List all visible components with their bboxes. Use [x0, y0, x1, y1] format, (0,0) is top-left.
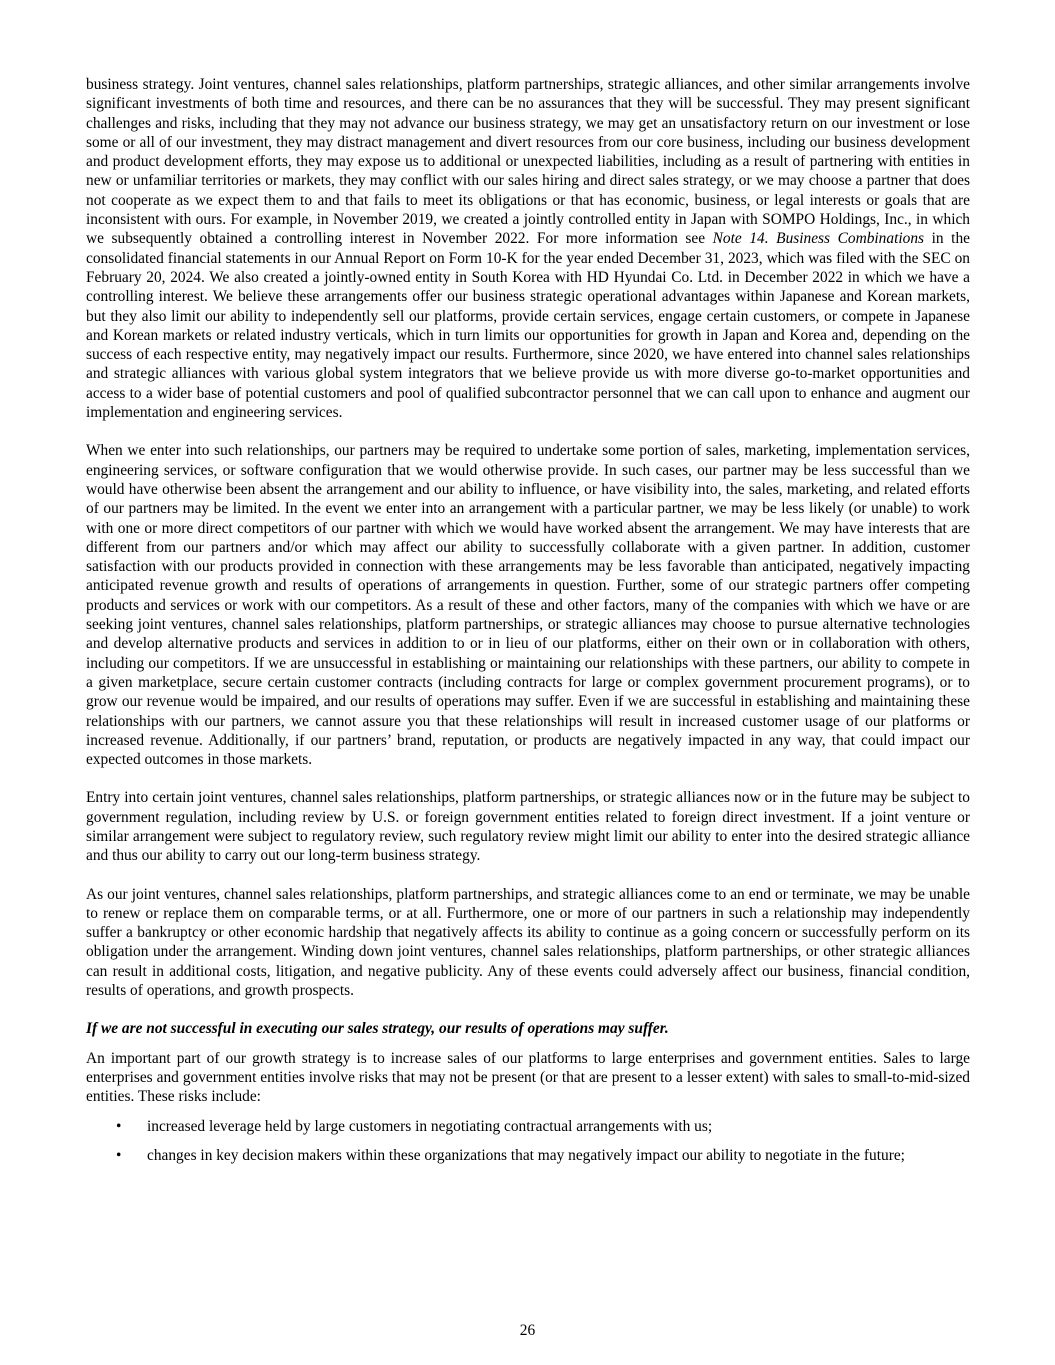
list-item-text: increased leverage held by large customers in negotiating contractual arrangements with us;: [147, 1117, 713, 1135]
page-number: 26: [519, 1322, 536, 1339]
bullet-icon: •: [116, 1117, 122, 1135]
paragraph-termination-risks: As our joint ventures, channel sales relationships, platform partnerships, and strategic alliances come to an end or terminate, we may be unable to renew or replace them on comparable terms, or at all. Furthermore, one or more of our partners in such a relationship may independently suffer a bankruptcy or other economic hardship that negatively affects its ability to continue as a going concern or successfully perform on its obligation under the arrangement. Winding down joint ventures, channel sales relationships, platform partnerships, or other strategic alliances can result in additional costs, litigation, and negative publicity. Any of these events could adversely affect our business, financial condition, results of operations, and growth prospects.: [86, 885, 970, 1000]
paragraph-text: business strategy. Joint ventures, channel sales relationships, platform partnerships, strategic alliances, and other similar arrangements involve significant investments of both time and resources, and there can be no assurances that they will be successful. They may present significant challenges and risks, including that they may not advance our business strategy, we may get an unsatisfactory return on our investment or lose some or all of our investment, they may distract management and divert resources from our core business, including our business development and product development efforts, they may expose us to additional or unexpected liabilities, including as a result of partnering with entities in new or unfamiliar territories or markets, they may conflict with our sales hiring and direct sales strategy, or we may choose a partner that does not cooperate as we expect them to and that fails to meet its obligations or that has economic, business, or legal interests or goals that are inconsistent with ours. For example, in November 2019, we created a jointly controlled entity in Japan with SOMPO Holdings, Inc., in which we subsequently obtained a controlling interest in November 2022. For more information see: [86, 76, 970, 248]
note-reference: Note 14. Business Combinations: [712, 230, 924, 248]
bullet-icon: •: [116, 1146, 122, 1164]
list-item: [86, 1117, 970, 1136]
section-heading: If we are not successful in executing our sales strategy, our results of operations may suffer.: [86, 1020, 669, 1038]
document-page: [86, 75, 970, 1175]
paragraph-joint-ventures-risks: [86, 75, 970, 422]
list-item-text: changes in key decision makers within these organizations that may negatively impact our ability to negotiate in the future;: [147, 1146, 905, 1164]
section-intro: An important part of our growth strategy is to increase sales of our platforms to large enterprises and government entities. Sales to large enterprises and government entities involve risks that may not be present (or that are present to a lesser extent) with sales to small-to-mid-sized entities. These risks include:: [86, 1049, 970, 1106]
risk-bullet-list: [86, 1117, 970, 1166]
list-item: [86, 1146, 970, 1165]
paragraph-text: in the consolidated financial statements in our Annual Report on Form 10-K for the year ended December 31, 2023, which was filed with the SEC on February 20, 2024. We also created a jointly-owned entity in South Korea with HD Hyundai Co. Ltd. in December 2022 in which we have a controlling interest. We believe these arrangements offer our business strategic operational advantages within Japanese and Korean markets, but they also limit our ability to independently sell our platforms, provide certain services, engage certain customers, or compete in Japanese and Korean markets or related industry verticals, which in turn limits our opportunities for growth in Japan and Korea and, depending on the success of each respective entity, may negatively impact our results. Furthermore, since 2020, we have entered into channel sales relationships and strategic alliances with various global system integrators that we believe provide us with more diverse go-to-market opportunities and access to a wider base of potential customers and pool of qualified subcontractor personnel that we can call upon to enhance and augment our implementation and engineering services.: [86, 230, 970, 422]
paragraph-government-regulation: Entry into certain joint ventures, channel sales relationships, platform partnerships, or strategic alliances now or in the future may be subject to government regulation, including review by U.S. or foreign government entities related to foreign direct investment. If a joint venture or similar arrangement were subject to regulatory review, such regulatory review might limit our ability to enter into the desired strategic alliance and thus our ability to carry out our long-term business strategy.: [86, 789, 970, 865]
paragraph-partner-responsibilities: When we enter into such relationships, our partners may be required to undertake some portion of sales, marketing, implementation services, engineering services, or software configuration that we would otherwise provide. In such cases, our partner may be less successful than we would have otherwise been absent the arrangement and our ability to influence, or have visibility into, the sales, marketing, and related efforts of our partners may be limited. In the event we enter into an arrangement with a particular partner, we may be less likely (or unable) to work with one or more direct competitors of our partner with which we would have worked absent the arrangement. We may have interests that are different from our partners and/or which may affect our ability to successfully collaborate with a given partner. In addition, customer satisfaction with our products provided in connection with these arrangements may be less favorable than anticipated, negatively impacting anticipated revenue growth and results of operations of arrangements in question. Further, some of our strategic partners offer competing products and services or work with our competitors. As a result of these and other factors, many of the companies with which we have or are seeking joint ventures, channel sales relationships, platform partnerships, or strategic alliances may choose to pursue alternative technologies and develop alternative products and services in addition to or in lieu of our platforms, either on their own or in collaboration with others, including our competitors. If we are unsuccessful in establishing or maintaining our relationships with these partners, our ability to compete in a given marketplace, secure certain customer contracts (including contracts for large or complex government procurement programs), or to grow our revenue would be impaired, and our results of operations may suffer. Even if we are successful in establishing and maintaining these relationships with our partners, we cannot assure you that these relationships will result in increased customer usage of our platforms or increased revenue. Additionally, if our partners’ brand, reputation, or products are negatively impacted in any way, that could impact our expected outcomes in those markets.: [86, 442, 970, 769]
